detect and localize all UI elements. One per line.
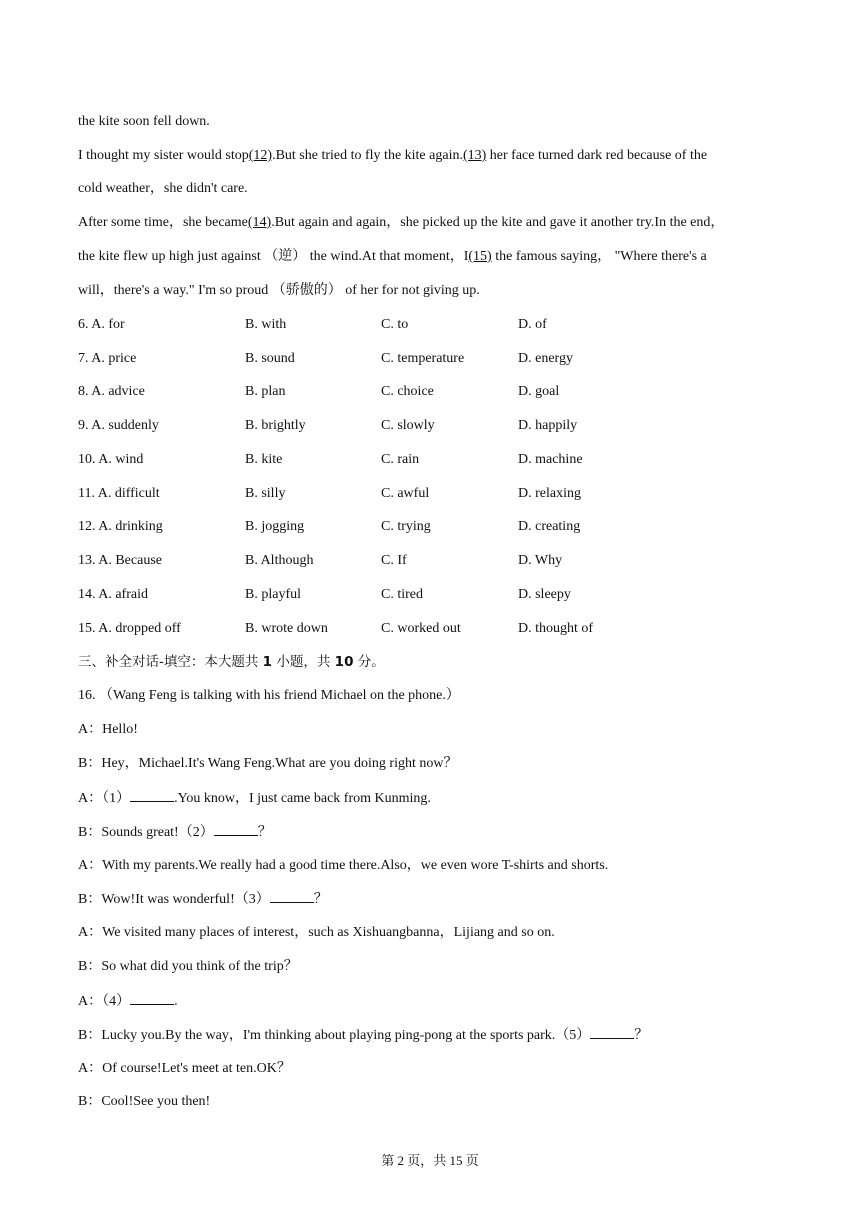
answer-blank[interactable] — [270, 890, 314, 903]
option-a: 10. A. wind — [78, 452, 144, 467]
option-c: C. choice — [381, 384, 434, 399]
option-a: 13. A. Because — [78, 553, 162, 568]
option-c: C. awful — [381, 486, 430, 501]
option-b: B. with — [245, 317, 287, 332]
option-a: 8. A. advice — [78, 384, 145, 399]
option-a: 12. A. drinking — [78, 519, 163, 534]
option-b: B. brightly — [245, 418, 306, 433]
question-options — [78, 383, 778, 401]
passage-line: After some time，she became(14).But again and again，she picked up the kite and gave it another try.In the end， — [78, 215, 725, 230]
dialogue-line: A：（4） . — [78, 994, 178, 1009]
dialogue-line: B：So what did you think of the trip？ — [78, 959, 298, 974]
question-options — [78, 451, 778, 469]
option-a: 7. A. price — [78, 351, 137, 366]
blank-number: (15) — [468, 249, 492, 264]
dialogue-line: B：Sounds great!（2） ？ — [78, 825, 272, 840]
option-d: D. sleepy — [518, 587, 571, 602]
answer-blank[interactable] — [590, 1026, 634, 1039]
blank-number: (14) — [247, 215, 272, 230]
option-b: B. jogging — [245, 519, 305, 534]
option-d: D. happily — [518, 418, 578, 433]
passage-line: the kite flew up high just against （逆） the wind.At that moment，I(15) the famous saying， "Where there's a — [78, 249, 707, 264]
option-c: C. slowly — [381, 418, 435, 433]
option-c: C. to — [381, 317, 409, 332]
option-a: 6. A. for — [78, 317, 125, 332]
passage-line: cold weather，she didn't care. — [78, 181, 248, 196]
dialogue-line: A：Hello! — [78, 722, 138, 737]
blank-number: (13) — [462, 148, 487, 163]
option-b: B. sound — [245, 351, 295, 366]
passage-line: the kite soon fell down. — [78, 114, 210, 129]
answer-blank[interactable] — [130, 992, 174, 1005]
dialogue-line: A：Of course!Let's meet at ten.OK？ — [78, 1061, 291, 1076]
page-footer: 第 2 页，共 15 页 — [381, 1153, 479, 1168]
question-options — [78, 485, 778, 503]
answer-blank[interactable] — [214, 823, 258, 836]
dialogue-line: A：With my parents.We really had a good time there.Also，we even wore T-shirts and shorts. — [78, 858, 609, 873]
dialogue-line: A：We visited many places of interest，such as Xishuangbanna，Lijiang and so on. — [78, 925, 555, 940]
question-options — [78, 518, 778, 536]
passage-line: I thought my sister would stop(12).But she tried to fly the kite again.(13) her face turned dark red because of the — [78, 148, 708, 163]
option-d: D. creating — [518, 519, 581, 534]
option-b: B. kite — [245, 452, 283, 467]
option-c: C. temperature — [381, 351, 465, 366]
dialogue-line: A：（1） .You know，I just came back from Kunming. — [78, 791, 431, 806]
option-a: 11. A. difficult — [78, 486, 160, 501]
option-b: B. silly — [245, 486, 286, 501]
option-b: B. wrote down — [245, 621, 328, 636]
section-heading: 三、补全对话-填空：本大题共 1 小题，共 10 分。 — [78, 654, 385, 670]
passage-line: will，there's a way." I'm so proud （骄傲的） of her for not giving up. — [78, 283, 480, 298]
answer-blank[interactable] — [130, 789, 174, 802]
dialogue-line: B：Lucky you.By the way，I'm thinking about playing ping-pong at the sports park.（5） ？ — [78, 1028, 649, 1043]
option-d: D. relaxing — [518, 486, 581, 501]
option-c: C. rain — [381, 452, 420, 467]
question-options — [78, 620, 778, 638]
option-d: D. thought of — [518, 621, 594, 636]
option-c: C. tired — [381, 587, 423, 602]
option-d: D. goal — [518, 384, 560, 399]
option-b: B. plan — [245, 384, 286, 399]
option-a: 9. A. suddenly — [78, 418, 159, 433]
question-options — [78, 350, 778, 368]
dialogue-line: B：Cool!See you then! — [78, 1094, 211, 1109]
option-d: D. machine — [518, 452, 583, 467]
option-d: D. of — [518, 317, 547, 332]
option-b: B. Although — [245, 553, 314, 568]
option-c: C. trying — [381, 519, 431, 534]
blank-number: (12) — [248, 148, 273, 163]
option-a: 15. A. dropped off — [78, 621, 181, 636]
question-options — [78, 586, 778, 604]
question-options — [78, 417, 778, 435]
dialogue-line: B：Wow!It was wonderful!（3） ？ — [78, 892, 328, 907]
question-options — [78, 316, 778, 334]
option-a: 14. A. afraid — [78, 587, 148, 602]
option-b: B. playful — [245, 587, 301, 602]
option-d: D. Why — [518, 553, 563, 568]
dialogue-intro: 16. （Wang Feng is talking with his friend Michael on the phone.） — [78, 688, 460, 703]
question-options — [78, 552, 778, 570]
option-d: D. energy — [518, 351, 573, 366]
dialogue-line: B：Hey，Michael.It's Wang Feng.What are you doing right now？ — [78, 756, 458, 771]
option-c: C. If — [381, 553, 407, 568]
option-c: C. worked out — [381, 621, 461, 636]
